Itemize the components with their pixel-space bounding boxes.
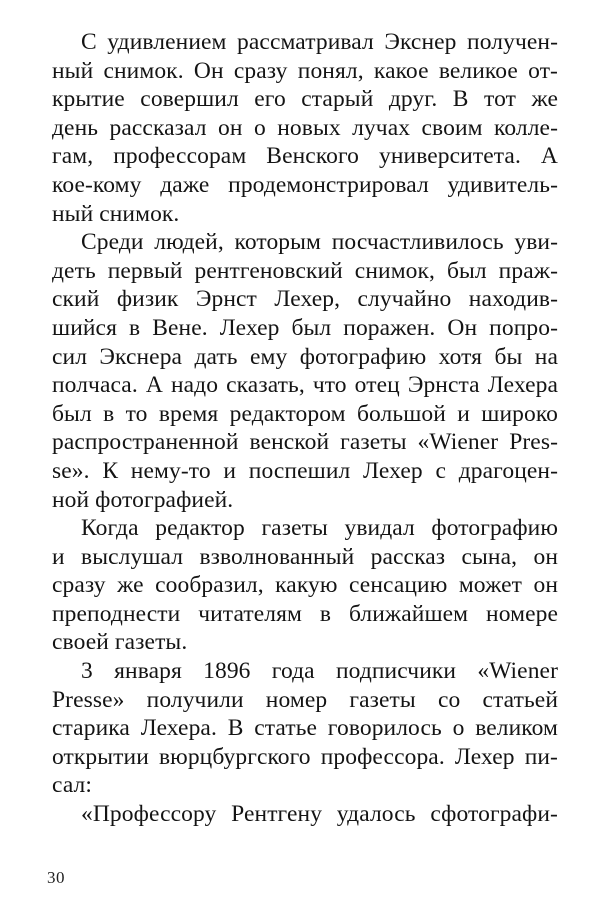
text-line: гам, профессорам Венского университета. А — [52, 143, 558, 170]
text-line: С удивлением рассматривал Экснер получен- — [81, 29, 558, 55]
paragraph-2 — [52, 228, 558, 514]
paragraph-5 — [52, 800, 558, 829]
text-line: сил Экснера дать ему фотографию хотя бы на — [52, 343, 558, 370]
text-line: деть первый рентгеновский снимок, был праж- — [52, 257, 558, 284]
text-line: ный снимок. — [52, 200, 180, 227]
paragraph-1 — [52, 28, 558, 228]
text-line: ский физик Эрнст Лехер, случайно находив- — [52, 286, 558, 313]
text-line: Presse» получили номер газеты со статьей — [52, 686, 558, 713]
body-text — [52, 28, 558, 829]
text-line: старика Лехера. В статье говорилось о великом — [52, 715, 558, 742]
text-line: и выслушал взволнованный рассказ сына, он — [52, 543, 558, 570]
text-line: преподнести читателям в ближайшем номере — [52, 600, 558, 627]
page-number: 30 — [47, 868, 65, 887]
text-line: сал: — [52, 772, 93, 799]
text-line: ный снимок. Он сразу понял, какое великое от- — [52, 57, 558, 84]
paragraph-4 — [52, 657, 558, 800]
text-line: полчаса. А надо сказать, что отец Эрнста Лехера — [52, 372, 558, 399]
text-line: ной фотографией. — [52, 486, 234, 513]
text-line: Среди людей, которым посчастливилось уви- — [81, 229, 558, 256]
paragraph-3 — [52, 514, 558, 657]
text-line: «Профессору Рентгену удалось сфотографи- — [81, 801, 558, 828]
text-line: шийся в Вене. Лехер был поражен. Он попро- — [52, 314, 558, 341]
text-line: сразу же сообразил, какую сенсацию может он — [52, 572, 558, 599]
text-line: день рассказал он о новых лучах своим колле- — [52, 114, 558, 141]
text-line: своей газеты. — [52, 629, 188, 656]
text-line: Когда редактор газеты увидал фотографию — [81, 515, 558, 542]
text-line: открытии вюрцбургского профессора. Лехер пи- — [52, 743, 558, 770]
text-line: se». К нему-то и поспешил Лехер с драгоцен- — [52, 457, 558, 484]
text-line: был в то время редактором большой и широко — [52, 400, 558, 427]
text-line: 3 января 1896 года подписчики «Wiener — [81, 658, 558, 685]
text-line: крытие совершил его старый друг. В тот же — [52, 86, 558, 113]
text-line: кое-кому даже продемонстрировал удивитель- — [52, 171, 558, 198]
text-line: распространенной венской газеты «Wiener Pres- — [52, 429, 558, 456]
